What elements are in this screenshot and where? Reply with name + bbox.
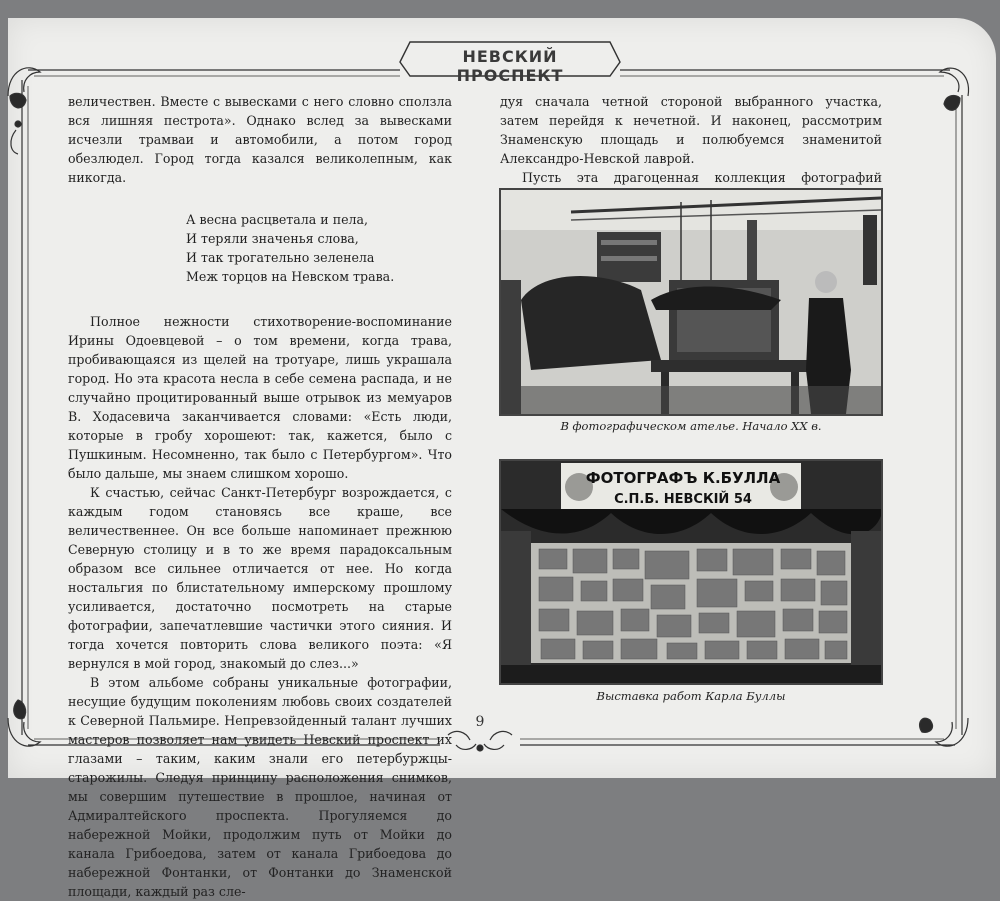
paragraph: дуя сначала четной стороной выбранного участка, затем перейдя к нечетной. И наконец, рассмотрим Знаменскую площадь и полюбуемся знаменитой Александро-Невской лаврой. bbox=[500, 94, 882, 166]
corner-ornament-tl bbox=[8, 68, 40, 154]
poem-line: И теряли значенья слова, bbox=[186, 231, 359, 246]
poem-line: Меж торцов на Невском трава. bbox=[186, 269, 395, 284]
poem-line: А весна расцветала и пела, bbox=[186, 212, 369, 227]
paragraph: К счастью, сейчас Санкт-Петербург возрождается, с каждым годом становясь все краше, все величественнее. Он все больше напоминает прежнюю Северную столицу и в то же время парадоксальным образом все сильнее отличается от нее. Но когда ностальгия по блистательному имперскому прошлому усиливается, достаточно посмотреть на старые фотографии, запечатлевшие частички этого сияния. И тогда хочется повторить слова великого поэта: «Я вернулся в мой город, знакомый до слез...» bbox=[68, 485, 452, 671]
photo-studio bbox=[499, 188, 883, 416]
page-number-ornament bbox=[448, 731, 512, 751]
exhibition-photo-image bbox=[501, 461, 881, 683]
poem-quote bbox=[186, 210, 452, 286]
paragraph: Пусть эта драгоценная коллекция фотографий bbox=[522, 170, 882, 185]
paragraph: величествен. Вместе с вывесками с него словно сползла вся лишняя пестрота». Однако вслед за вывесками исчезли трамваи и автомобили, а потом город обезлюдел. Город тогда казался великолепным, как никогда. bbox=[68, 94, 452, 185]
studio-photo-image bbox=[501, 190, 881, 414]
corner-ornament-tr bbox=[940, 68, 969, 110]
corner-ornament-br bbox=[920, 718, 968, 746]
photo-caption: Выставка работ Карла Буллы bbox=[596, 689, 786, 703]
running-head: НЕВСКИЙ ПРОСПЕКТ bbox=[456, 47, 564, 85]
poem-line: И так трогательно зеленела bbox=[186, 250, 375, 265]
sign-line-1: ФОТОГРАФЪ К.БУЛЛА bbox=[585, 469, 781, 487]
page-number: 9 bbox=[475, 714, 485, 730]
paragraph: В этом альбоме собраны уникальные фотографии, несущие будущим поколениям любовь своих создателей к Северной Пальмире. Непревзойденный талант лучших мастеров позволяет нам увидеть Невский проспект их глазами – таким, каким знали его петербуржцы-старожилы. Следуя принципу расположения снимков, мы совершим путешествие в прошлое, начиная от Адмиралтейского проспекта. Прогуляемся до набережной Мойки, продолжим путь от Мойки до канала Грибоедова, затем от канала Грибоедова до набережной Фонтанки, от Фонтанки до Знаменской площади, каждый раз сле- bbox=[68, 675, 452, 899]
photo-caption: В фотографическом ателье. Начало XX в. bbox=[560, 419, 822, 433]
paragraph: Полное нежности стихотворение-воспоминание Ирины Одоевцевой – о том времени, когда трава, пробивающаяся из щелей на тротуаре, лишь украшала город. Но эта красота несла в себе семена распада, и не случайно процитированный выше отрывок из мемуаров В. Ходасевича заканчивается словами: «Есть люди, которые в гробу хорошеют: так, кажется, было с Пушкиным. Несомненно, так было с Петербургом». Что было дальше, мы знаем слишком хорошо. bbox=[68, 314, 452, 481]
sign-line-2: С.П.Б. НЕВСКIЙ 54 bbox=[614, 492, 752, 507]
photo-exhibition bbox=[499, 459, 883, 685]
left-text-column bbox=[68, 92, 452, 901]
